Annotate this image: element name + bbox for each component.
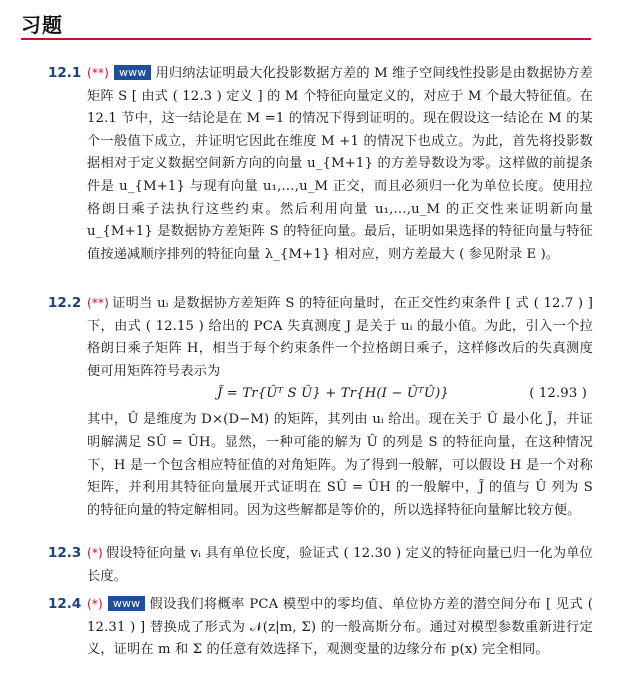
equation-number: ( 12.93 )	[529, 386, 587, 402]
exercise-text: 假设特征向量 vᵢ 具有单位长度，验证式 ( 12.30 ) 定义的特征向量已归一化为单位长度。	[87, 546, 593, 584]
exercise-number: 12.4	[48, 596, 82, 612]
exercise-body	[87, 62, 593, 266]
exercise-body	[87, 593, 593, 662]
exercise-number: 12.3	[48, 545, 82, 561]
exercise-body	[87, 542, 593, 588]
page-title: 习题	[21, 13, 63, 37]
difficulty-level: (**)	[87, 296, 109, 310]
exercise-number: 12.2	[48, 295, 82, 311]
exercise-text-after: 其中，Û 是维度为 D×(D−M) 的矩阵，其列由 uᵢ 给出。现在关于 Û 最小化 J̃，并证明解满足 SÛ = ÛH。显然，一种可能的解为 Û 的列是 S 的特征向量，在这种情况下，H 是一个包含相应特征值的对角矩阵。为了得到一般解，可以假设 H 是一个对称矩阵，并利用其特征向量展开式证明在 SÛ = ÛH 的一般解中，J̃ 的值与 Û 列为 S 的特征向量的特定解相同。因为这些解都是等价的，所以选择特征向量解比较方便。	[87, 412, 593, 518]
exercise-text: 用归纳法证明最大化投影数据方差的 M 维子空间线性投影是由数据协方差矩阵 S [ 由式 ( 12.3 ) 定义 ] 的 M 个特征向量定义的，对应于 M 个最大特征值。在 12.1 节中，这一结论是在 M =1 的情况下得到证明的。现在假设这一结论在 M 的某个一般值下成立，并证明它因此在维度 M +1 的情况下也成立。为此，首先将投影数据相对于定义数据空间新方向的向量 u_{M+1} 的方差导数设为零。这样做的前提条件是 u_{M+1} 与现有向量 u₁,…,u_M 正交，而且必须归一化为单位长度。使用拉格朗日乘子法执行这些约束。然后利用向量 u₁,…,u_M 的正交性来证明新向量 u_{M+1} 是数据协方差矩阵 S 的特征向量。最后，证明如果选择的特征向量与特征值按递减顺序排列的特征向量 λ_{M+1} 相对应，则方差最大 ( 参见附录 E )。	[87, 66, 593, 262]
page-header	[0, 0, 621, 48]
exercise-text-before: 证明当 uᵢ 是数据协方差矩阵 S 的特征向量时，在正交性约束条件 [ 式 ( 12.7 ) ] 下，由式 ( 12.15 ) 给出的 PCA 失真测度 J 是关于 uᵢ 的最小值。为此，引入一个拉格朗日乘子矩阵 H，相当于每个约束条件一个拉格朗日乘子，这样修改后的失真测度便可用矩阵符号表示为	[87, 296, 593, 379]
exercise-number: 12.1	[48, 65, 82, 81]
header-rule	[21, 38, 591, 40]
exercise-body	[87, 292, 593, 522]
difficulty-level: (*)	[87, 546, 103, 560]
difficulty-level: (*)	[87, 597, 103, 611]
www-badge: www	[114, 65, 151, 80]
difficulty-level: (**)	[87, 66, 109, 80]
exercise-text: 假设我们将概率 PCA 模型中的零均值、单位协方差的潜空间分布 [ 见式 ( 12.31 ) ] 替换成了形式为 𝒩(z|m, Σ) 的一般高斯分布。通过对模型参数重新进行定义，证明在 m 和 Σ 的任意有效选择下，观测变量的边缘分布 p(x) 完全相同。	[87, 597, 593, 658]
equation-expression: J̃ = Tr{Ûᵀ S Û} + Tr{H(I − ÛᵀÛ)}	[217, 386, 449, 402]
www-badge: www	[108, 596, 145, 611]
equation-12-93	[87, 383, 593, 409]
